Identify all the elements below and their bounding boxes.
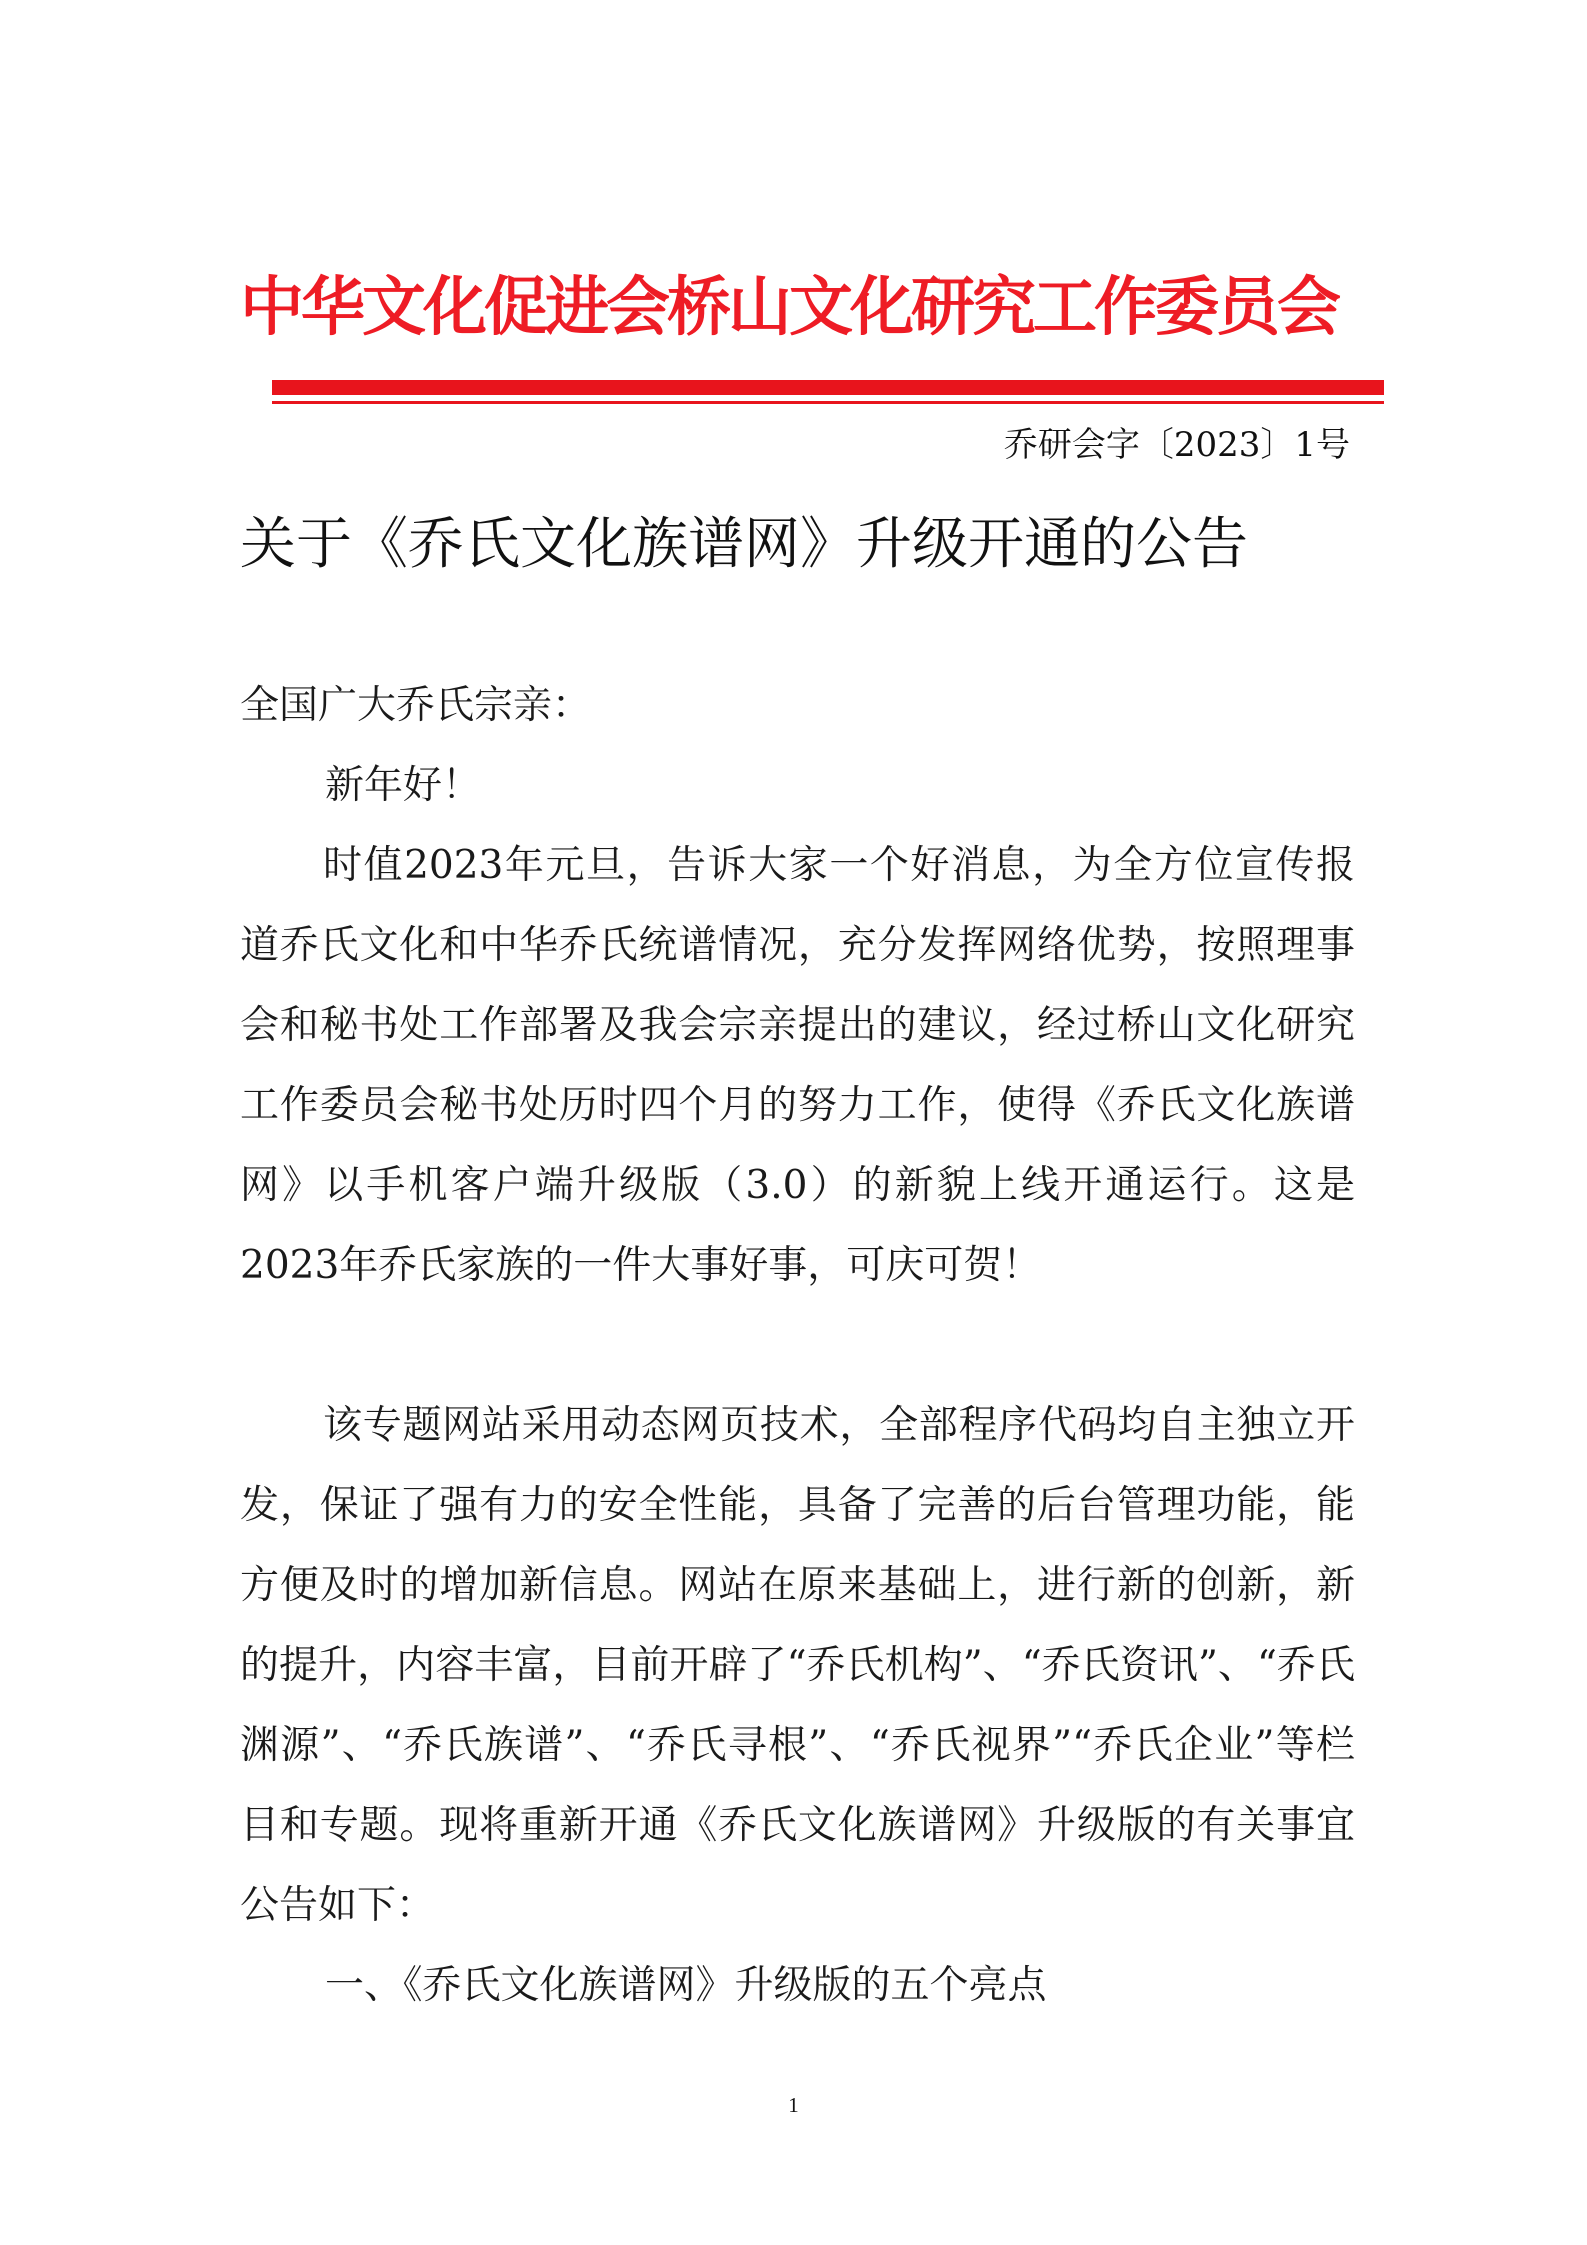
body-paragraph: 该专题网站采用动态网页技术，全部程序代码均自主独立开发，保证了强有力的安全性能，具备了完善的后台管理功能，能方便及时的增加新信息。网站在原来基础上，进行新的创新，新的提升，内容丰富，目前开辟了“乔氏机构”、“乔氏资讯”、“乔氏渊源”、“乔氏族谱”、“乔氏寻根”、“乔氏视界”“乔氏企业”等栏目和专题。现将重新开通《乔氏文化族谱网》升级版的有关事宜公告如下： (240, 1403, 1355, 1928)
document-title: 关于《乔氏文化族谱网》升级开通的公告 (240, 512, 1248, 577)
header-rule-thick (272, 380, 1384, 395)
page-number: 1 (788, 2093, 799, 2117)
section-heading: 一、《乔氏文化族谱网》升级版的五个亮点 (325, 1963, 1047, 2008)
header-rule-thin (272, 401, 1384, 404)
body-paragraph: 时值2023年元旦，告诉大家一个好消息，为全方位宣传报道乔氏文化和中华乔氏统谱情况，充分发挥网络优势，按照理事会和秘书处工作部署及我会宗亲提出的建议，经过桥山文化研究工作委员会秘书处历时四个月的努力工作，使得《乔氏文化族谱网》以手机客户端升级版（3.0）的新貌上线开通运行。这是2023年乔氏家族的一件大事好事，可庆可贺！ (240, 843, 1355, 1288)
greeting: 新年好！ (325, 763, 482, 808)
salutation: 全国广大乔氏宗亲： (240, 683, 592, 728)
document-number: 乔研会字〔2023〕1号 (1003, 425, 1350, 465)
organization-header: 中华文化促进会桥山文化研究工作委员会 (240, 271, 1338, 345)
